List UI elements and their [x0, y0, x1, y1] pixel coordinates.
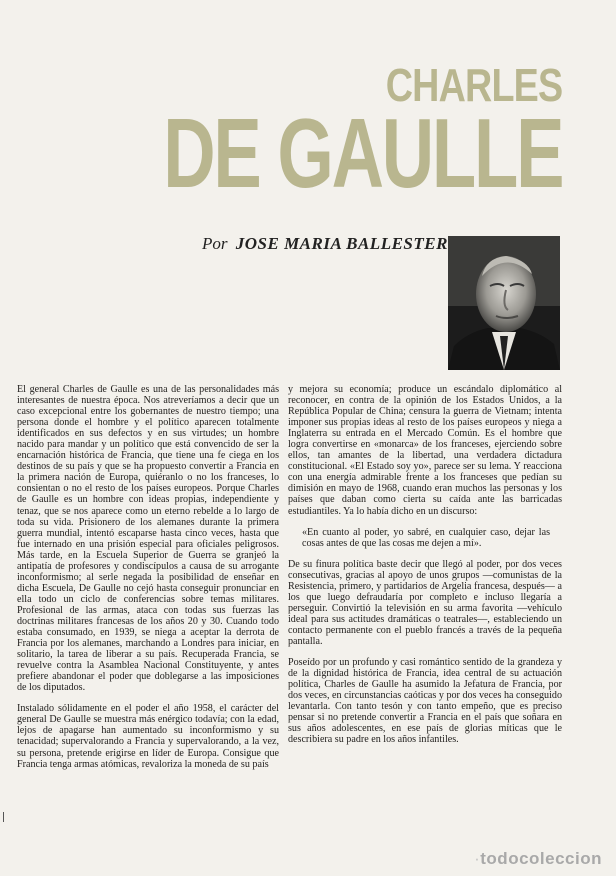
- article-paragraph: Instalado sólidamente en el poder el año 1958, el carácter del general De Gaulle se muestra más enérgico todavía; con la edad, lejos de apagarse han aumentado su inconformismo y su tenacidad; supervalorando a Francia y supervalorando, a la vez, su persona, pretende erigirse en líder de Europa. Consigue que Francia tenga armas atómicas, revaloriza la moneda de su país: [17, 703, 279, 770]
- watermark-dot: ·: [474, 849, 481, 868]
- margin-mark: [3, 812, 4, 822]
- article-paragraph: y mejora su economía; produce un escándalo diplomático al reconocer, en contra de la opinión de los Estados Unidos, a la República Popular de China; censura la guerra de Vietnam; intenta imponer sus propias ideas al resto de los países europeos y niega a Inglaterra su entrada en el Mercado Común. Es el hombre que logra convertirse en «monarca» de los franceses, ejerciendo sobre ellos, tan amantes de la libertad, una verdadera dictadura constitucional. «El Estado soy yo», parece ser su lema. Y reacciona con una energía admirable frente a los franceses que pedían su dimisión en mayo de 1968, cuando eran muchos las personas y los países que daban como cierta su caída ante las barricadas estudiantiles. Ya lo había dicho en un discurso:: [288, 384, 562, 517]
- watermark-brand: todocoleccion: [480, 849, 602, 868]
- portrait-photo: [448, 236, 560, 370]
- watermark: [474, 849, 602, 869]
- byline: [202, 234, 448, 254]
- article-paragraph: Poseído por un profundo y casi romántico sentido de la grandeza y de la dignidad histórica de Francia, idea central de su actuación política, Charles de Gaulle ha asumido la Jefatura de Francia, por dos veces, en circunstancias caóticas y por dos veces ha conseguido levantarla. Con tanto tesón y con tanto empeño, que es preciso pensar si no pretende convertir a Francia en el país que soñara en sus años adolescentes, en ese país de glorias míticas que le describiera su padre en los años infantiles.: [288, 657, 562, 746]
- article-quote: «En cuanto al poder, yo sabré, en cualquier caso, dejar las cosas antes de que las cosas me dejen a mí».: [302, 526, 550, 549]
- byline-author: JOSE MARIA BALLESTER: [235, 234, 448, 253]
- title-surname: DE GAULLE: [162, 98, 562, 208]
- portrait-photo-icon: [448, 236, 560, 370]
- article-paragraph: De su finura política baste decir que llegó al poder, por dos veces consecutivas, gracias al apoyo de unos grupos —comunistas de la Resistencia, primero, y partidarios de Argelia francesa, después— a los que luego defraudaría por completo e incluso llegaría a perseguir. Convirtió la televisión en su arma favorita —vehículo ideal para sus actitudes dramáticas o teatrales—, estableciendo un contacto permanente con el pueblo francés a través de la pequeña pantalla.: [288, 558, 562, 647]
- article-paragraph: El general Charles de Gaulle es una de las personalidades más interesantes de nuestra época. Nos atreveríamos a decir que un caso excepcional entre los gobernantes de nuestro tiempo; una persona donde el hombre y el político aparecen totalmente identificados en sus defectos y en sus virtudes; un hombre nacido para mandar y un político que está convencido de ser la encarnación histórica de Francia, que tiene una fe ciega en los destinos de su país y que se ha propuesto convertir a Francia en la primera nación de Europa, quiéranlo o no los franceses, lo consientan o no el resto de los países europeos. Porque Charles de Gaulle es un hombre con ideas propias, independiente y tenaz, que se nos aparece como un eterno rebelde a lo largo de toda su vida. Prisionero de los alemanes durante la primera guerra mundial, intentó escaparse hasta cinco veces, hasta que fue internado en una prisión especial para oficiales peligrosos. Más tarde, en la Escuela Superior de Guerra se granjeó la antipatía de profesores y condiscípulos a causa de su arrogante inconformismo; al serle negada la posibilidad de enseñar en dicha Escuela, De Gaulle no cejó hasta conseguir pronunciar en ella todo un ciclo de conferencias sobre temas militares. Profesional de las armas, ataca con todas sus fuerzas las doctrinas militares francesas de los años 20 y 30. Cuando todo estaba consumado, en 1939, se niega a aceptar la derrota de Francia por los alemanes, marchando a Londres para iniciar, en solitario, la tarea de liberar a su país. Recuperada Francia, se revuelve contra la Asamblea Nacional Constituyente, y antes prefiere abandonar el poder que doblegarse a las imposiciones de los diputados.: [17, 384, 279, 694]
- title-first-name: CHARLES: [385, 59, 562, 111]
- article-column-right: [288, 384, 562, 755]
- article-column-left: [17, 384, 279, 780]
- byline-prefix: Por: [202, 234, 228, 253]
